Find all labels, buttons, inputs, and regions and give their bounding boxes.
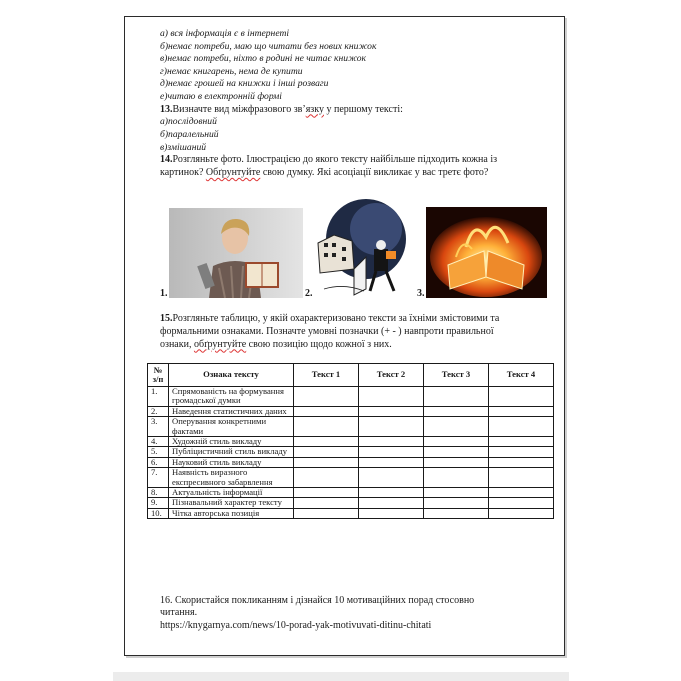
answer-cell-text4[interactable] <box>489 437 554 447</box>
answer-cell-text1[interactable] <box>294 447 359 457</box>
answer-cell-text4[interactable] <box>489 406 554 416</box>
answer-cell-text3[interactable] <box>424 447 489 457</box>
row-feature: Чітка авторська позиція <box>169 508 294 518</box>
burning-book-photo <box>426 207 547 298</box>
col-header-number: № з/п <box>148 364 169 387</box>
photo-label: 2. <box>305 288 313 299</box>
answer-cell-text3[interactable] <box>424 468 489 488</box>
spellcheck-word: Обґрунтуйте <box>205 166 261 178</box>
answer-cell-text3[interactable] <box>424 508 489 518</box>
page-bottom-strip <box>113 672 569 681</box>
row-feature: Наявність виразного експресивного забарвлення <box>169 468 294 488</box>
answer-cell-text4[interactable] <box>489 488 554 498</box>
table-row <box>148 468 554 488</box>
col-header-text4: Текст 4 <box>489 364 554 387</box>
row-feature: Наведення статистичних даних <box>169 406 294 416</box>
row-number: 4. <box>148 437 169 447</box>
question-14: 14.Розгляньте фото. Ілюстрацією до якого тексту найбільше підходить кожна із <box>160 154 498 166</box>
q13-option: в)змішаний <box>160 141 207 153</box>
answer-cell-text1[interactable] <box>294 457 359 467</box>
reference-link[interactable]: https://knygarnya.com/news/10-porad-yak-motivuvati-ditinu-chitati <box>160 619 432 631</box>
row-feature: Оперування конкретними фактами <box>169 417 294 437</box>
man-reading-city-illustration <box>314 199 412 298</box>
answer-option: а) вся інформація є в інтернеті <box>160 28 290 39</box>
features-table <box>147 363 554 519</box>
question-16: 16. Скористайся покликанням і дізнайся 10 мотиваційних порад стосовно читання. https://knygarnya.com/news/10-porad-yak-motivuvati-ditinu-chitati <box>160 595 552 632</box>
answer-cell-text2[interactable] <box>359 387 424 407</box>
answer-cell-text1[interactable] <box>294 406 359 416</box>
question-number: 14. <box>160 154 173 166</box>
answer-cell-text1[interactable] <box>294 488 359 498</box>
answer-cell-text3[interactable] <box>424 498 489 508</box>
answer-cell-text3[interactable] <box>424 387 489 407</box>
row-number: 9. <box>148 498 169 508</box>
answer-cell-text1[interactable] <box>294 498 359 508</box>
answer-cell-text1[interactable] <box>294 508 359 518</box>
answer-option: в)немає потреби, ніхто в родині не читає книжок <box>160 53 367 65</box>
answer-cell-text2[interactable] <box>359 468 424 488</box>
q13-option: а)послідовний <box>160 116 217 128</box>
table-row <box>148 498 554 508</box>
q13-option: б)паралельний <box>160 128 219 140</box>
spellcheck-word: язку <box>305 103 324 115</box>
row-number: 6. <box>148 457 169 467</box>
col-header-text1: Текст 1 <box>294 364 359 387</box>
question-number: 13. <box>160 103 173 115</box>
answer-cell-text1[interactable] <box>294 468 359 488</box>
answer-cell-text2[interactable] <box>359 417 424 437</box>
row-number: 8. <box>148 488 169 498</box>
table-row <box>148 447 554 457</box>
photo-row <box>160 199 552 303</box>
answer-cell-text3[interactable] <box>424 417 489 437</box>
row-number: 5. <box>148 447 169 457</box>
answer-cell-text4[interactable] <box>489 457 554 467</box>
answer-cell-text4[interactable] <box>489 468 554 488</box>
answer-cell-text1[interactable] <box>294 437 359 447</box>
answer-option: б)немає потреби, маю що читати без нових книжок <box>160 40 377 52</box>
photo-label: 3. <box>417 288 425 299</box>
row-number: 7. <box>148 468 169 488</box>
table-row <box>148 457 554 467</box>
row-number: 10. <box>148 508 169 518</box>
table-row <box>148 488 554 498</box>
row-feature: Науковий стиль викладу <box>169 457 294 467</box>
answer-option: е)читаю в електронній формі <box>160 90 282 102</box>
table-header-row <box>148 364 554 387</box>
row-feature: Пізнавальний характер тексту <box>169 498 294 508</box>
question-14-line2: картинок? Обґрунтуйте свою думку. Які асоціації викликає у вас третє фото? <box>160 166 489 178</box>
answer-cell-text3[interactable] <box>424 488 489 498</box>
answer-cell-text1[interactable] <box>294 417 359 437</box>
answer-cell-text2[interactable] <box>359 488 424 498</box>
boy-reading-book-photo <box>169 208 303 298</box>
spellcheck-word: обґрунтуйте <box>193 338 247 350</box>
answer-cell-text4[interactable] <box>489 417 554 437</box>
row-number: 3. <box>148 417 169 437</box>
content-top <box>160 28 552 180</box>
answer-cell-text3[interactable] <box>424 406 489 416</box>
answer-cell-text3[interactable] <box>424 457 489 467</box>
answer-cell-text4[interactable] <box>489 387 554 407</box>
answer-cell-text4[interactable] <box>489 508 554 518</box>
answer-cell-text3[interactable] <box>424 437 489 447</box>
answer-option: г)немає книгарень, нема де купити <box>160 65 303 77</box>
row-number: 2. <box>148 406 169 416</box>
col-header-feature: Ознака тексту <box>169 364 294 387</box>
row-feature: Спрямованість на формування громадської думки <box>169 387 294 407</box>
answer-cell-text2[interactable] <box>359 447 424 457</box>
row-feature: Художній стиль викладу <box>169 437 294 447</box>
row-feature: Актуальність інформації <box>169 488 294 498</box>
photo-label: 1. <box>160 288 168 299</box>
answer-option: д)немає грошей на книжки і інші розваги <box>160 78 329 90</box>
table-row <box>148 437 554 447</box>
answer-cell-text1[interactable] <box>294 387 359 407</box>
row-number: 1. <box>148 387 169 407</box>
answer-cell-text4[interactable] <box>489 447 554 457</box>
col-header-text3: Текст 3 <box>424 364 489 387</box>
answer-cell-text2[interactable] <box>359 508 424 518</box>
table-row <box>148 387 554 407</box>
answer-cell-text2[interactable] <box>359 406 424 416</box>
answer-cell-text2[interactable] <box>359 457 424 467</box>
row-feature: Публіцистичний стиль викладу <box>169 447 294 457</box>
table-row <box>148 406 554 416</box>
answer-cell-text2[interactable] <box>359 498 424 508</box>
question-number: 15. <box>160 313 173 324</box>
question-15: 15.Розгляньте таблицю, у якій охарактеризовано тексти за їхніми змістовими та формальними ознаками. Позначте умовні позначки (+ - ) навпроти правильної ознаки, обґрунтуйте свою позицію щодо кожної з них. <box>160 313 500 350</box>
col-header-text2: Текст 2 <box>359 364 424 387</box>
question-13: 13.Визначте вид міжфразового зв’язку у першому тексті: <box>160 103 403 115</box>
answer-cell-text4[interactable] <box>489 498 554 508</box>
table-row <box>148 508 554 518</box>
answer-cell-text2[interactable] <box>359 437 424 447</box>
table-row <box>148 417 554 437</box>
